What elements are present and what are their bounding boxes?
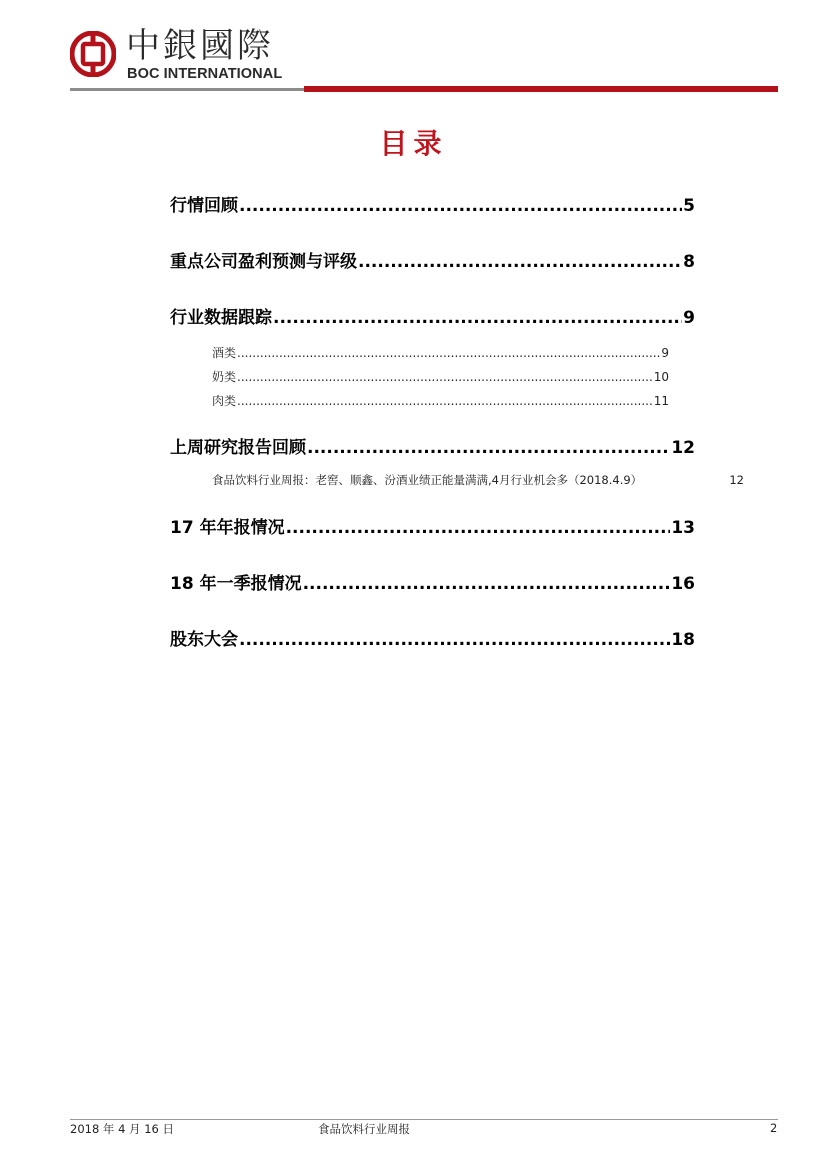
header-divider-red	[304, 86, 778, 92]
toc-entry-page: 13	[671, 518, 695, 538]
toc-entry-title: 股东大会	[170, 630, 238, 650]
toc-leader-dots	[237, 370, 653, 384]
toc-subentry[interactable]	[212, 368, 669, 385]
toc-leader-dots	[239, 630, 670, 650]
footer-doc-title: 食品饮料行业周报	[318, 1122, 410, 1136]
toc-subentry-page: 10	[653, 370, 669, 384]
boc-emblem-icon	[70, 31, 116, 77]
boc-logo	[70, 26, 310, 82]
toc-subentry[interactable]	[212, 472, 744, 488]
toc-subentry-title: 酒类	[212, 346, 237, 360]
footer-page-number: 2	[770, 1121, 778, 1135]
toc-entry-title: 重点公司盈利预测与评级	[170, 252, 357, 272]
toc-entry[interactable]	[170, 513, 695, 538]
toc-leader-dots	[273, 308, 682, 328]
toc-subentry-page: 9	[661, 346, 669, 360]
toc-title: 目录	[379, 127, 448, 160]
toc-entry[interactable]	[170, 625, 695, 650]
toc-entry-page: 8	[683, 252, 695, 272]
toc-entry[interactable]	[170, 569, 695, 594]
toc-leader-dots	[307, 438, 670, 458]
toc-entry-page: 12	[671, 438, 695, 458]
logo-chinese-name: 中銀國際	[126, 26, 274, 66]
toc-subentry-page: 11	[653, 394, 669, 408]
header-divider-grey	[70, 88, 304, 91]
toc-subentry[interactable]	[212, 344, 669, 361]
toc-entry-page: 9	[683, 308, 695, 328]
toc-subentry-title: 食品饮料行业周报：老窖、顺鑫、汾酒业绩正能量满满,4月行业机会多（2018.4.9）	[212, 473, 643, 487]
toc-leader-dots	[237, 394, 653, 408]
toc-entry-title: 17 年年报情况	[170, 518, 285, 538]
toc-leader-dots	[358, 252, 682, 272]
toc-leader-dots	[286, 518, 671, 538]
toc-leader-dots	[303, 574, 671, 594]
toc-entry[interactable]	[170, 247, 695, 272]
toc-entry-title: 行业数据跟踪	[170, 308, 272, 328]
toc-entry[interactable]	[170, 191, 695, 216]
toc-leader-dots	[237, 346, 660, 360]
toc-entry-title: 上周研究报告回顾	[170, 438, 306, 458]
toc-subentry-title: 肉类	[212, 394, 237, 408]
toc-subentry[interactable]	[212, 392, 669, 409]
toc-entry[interactable]	[170, 303, 695, 328]
toc-leader-dots	[239, 196, 682, 216]
toc-entry-title: 18 年一季报情况	[170, 574, 302, 594]
toc-entry-page: 5	[683, 196, 695, 216]
footer-date: 2018 年 4 月 16 日	[70, 1122, 174, 1136]
toc-entry-page: 18	[671, 630, 695, 650]
toc-subentry-page: 12	[729, 473, 744, 487]
toc-entry-page: 16	[671, 574, 695, 594]
logo-english-name: BOC INTERNATIONAL	[127, 66, 283, 82]
footer-divider	[70, 1119, 778, 1120]
toc-entry[interactable]	[170, 433, 695, 458]
toc-entry-title: 行情回顾	[170, 196, 238, 216]
toc-subentry-title: 奶类	[212, 370, 237, 384]
